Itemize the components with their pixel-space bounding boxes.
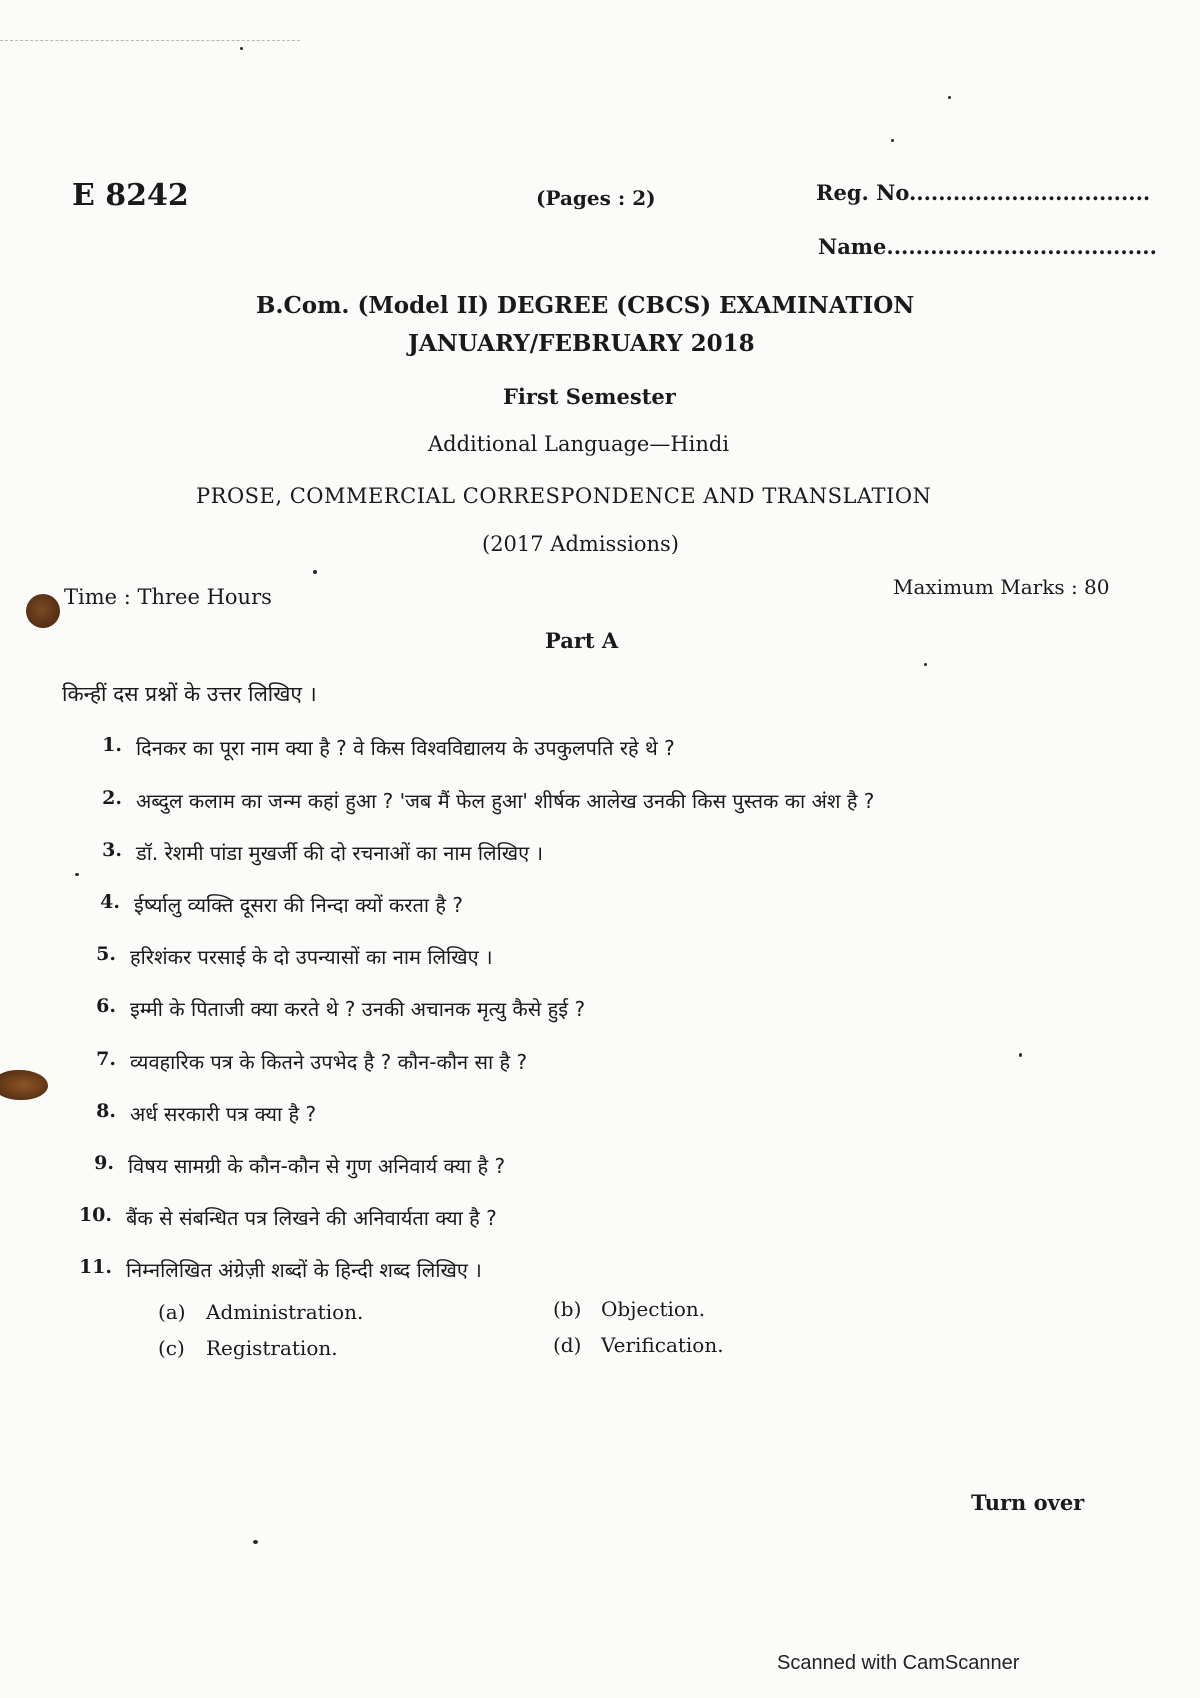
- question-item: [96, 995, 586, 1022]
- paper-code: E 8242: [72, 178, 189, 213]
- ink-blot-mark: [26, 594, 60, 628]
- option-text: Administration.: [206, 1300, 364, 1324]
- subject-language: Additional Language—Hindi: [428, 432, 730, 456]
- question-item: [94, 1152, 506, 1179]
- question-item: [96, 1048, 528, 1075]
- option-text: Registration.: [206, 1336, 338, 1360]
- part-heading: Part A: [545, 628, 619, 653]
- name-field: Name.....................................: [818, 234, 1157, 259]
- option-text: Objection.: [601, 1297, 706, 1321]
- translation-option: [553, 1333, 724, 1357]
- question-number: 1.: [102, 734, 122, 756]
- question-item: [78, 1256, 482, 1283]
- option-text: Verification.: [601, 1333, 724, 1357]
- scan-speck: [75, 873, 79, 876]
- question-text: निम्नलिखित अंग्रेज़ी शब्दों के हिन्दी शब्द लिखिए ।: [126, 1258, 482, 1282]
- question-text: ईर्ष्यालु व्यक्ति दूसरा की निन्दा क्यों करता है ?: [134, 893, 463, 917]
- instruction: किन्हीं दस प्रश्नों के उत्तर लिखिए ।: [62, 682, 317, 706]
- question-number: 9.: [94, 1152, 114, 1174]
- question-text: व्यवहारिक पत्र के कितने उपभेद है ? कौन-कौन सा है ?: [130, 1050, 528, 1074]
- question-text: दिनकर का पूरा नाम क्या है ? वे किस विश्वविद्यालय के उपकुलपति रहे थे ?: [136, 736, 675, 760]
- question-number: 6.: [96, 995, 116, 1017]
- turn-over-note: Turn over: [971, 1490, 1085, 1515]
- question-text: हरिशंकर परसाई के दो उपन्यासों का नाम लिखिए ।: [130, 945, 493, 969]
- question-number: 8.: [96, 1100, 116, 1122]
- scan-speck: [313, 570, 317, 574]
- question-text: अर्ध सरकारी पत्र क्या है ?: [130, 1102, 317, 1126]
- option-label: (c): [158, 1336, 185, 1360]
- question-number: 3.: [102, 839, 122, 861]
- question-text: अब्दुल कलाम का जन्म कहां हुआ ? 'जब मैं फेल हुआ' शीर्षक आलेख उनकी किस पुस्तक का अंश है ?: [136, 789, 875, 813]
- option-label: (b): [553, 1297, 582, 1321]
- question-number: 11.: [78, 1256, 112, 1278]
- scan-speck: [948, 96, 951, 99]
- question-item: [100, 891, 463, 918]
- question-item: [96, 943, 493, 970]
- semester: First Semester: [503, 384, 676, 409]
- reg-no-field: Reg. No.................................: [816, 180, 1151, 205]
- scanner-watermark: Scanned with CamScanner: [777, 1652, 1020, 1674]
- scan-speck: [891, 139, 894, 142]
- question-text: डॉ. रेशमी पांडा मुखर्जी की दो रचनाओं का नाम लिखिए ।: [136, 841, 544, 865]
- question-item: [78, 1204, 497, 1231]
- question-item: [102, 787, 875, 814]
- question-text: विषय सामग्री के कौन-कौन से गुण अनिवार्य क्या है ?: [128, 1154, 506, 1178]
- page-count: (Pages : 2): [536, 186, 656, 210]
- question-number: 5.: [96, 943, 116, 965]
- option-label: (d): [553, 1333, 582, 1357]
- option-label: (a): [158, 1300, 186, 1324]
- translation-option: [158, 1300, 363, 1324]
- ink-blot-mark: [0, 1070, 48, 1100]
- scan-speck: [253, 1540, 258, 1544]
- exam-session: JANUARY/FEBRUARY 2018: [408, 330, 755, 357]
- translation-option: [553, 1297, 705, 1321]
- question-number: 10.: [78, 1204, 112, 1226]
- question-text: इम्मी के पिताजी क्या करते थे ? उनकी अचानक मृत्यु कैसे हुई ?: [130, 997, 586, 1021]
- question-item: [96, 1100, 317, 1127]
- exam-time: Time : Three Hours: [64, 585, 272, 609]
- question-text: बैंक से संबन्धित पत्र लिखने की अनिवार्यता क्या है ?: [126, 1206, 497, 1230]
- scan-speck: [240, 47, 243, 50]
- exam-title: B.Com. (Model II) DEGREE (CBCS) EXAMINATION: [256, 292, 915, 319]
- scan-speck: [1019, 1053, 1022, 1057]
- question-number: 2.: [102, 787, 122, 809]
- question-number: 7.: [96, 1048, 116, 1070]
- scan-speck: [924, 663, 927, 666]
- translation-option: [158, 1336, 338, 1360]
- question-item: [102, 734, 675, 761]
- top-dashed-line: [0, 40, 300, 41]
- max-marks: Maximum Marks : 80: [893, 575, 1110, 599]
- question-number: 4.: [100, 891, 120, 913]
- paper-title: PROSE, COMMERCIAL CORRESPONDENCE AND TRANSLATION: [196, 484, 932, 508]
- admissions-year: (2017 Admissions): [482, 532, 679, 556]
- question-item: [102, 839, 544, 866]
